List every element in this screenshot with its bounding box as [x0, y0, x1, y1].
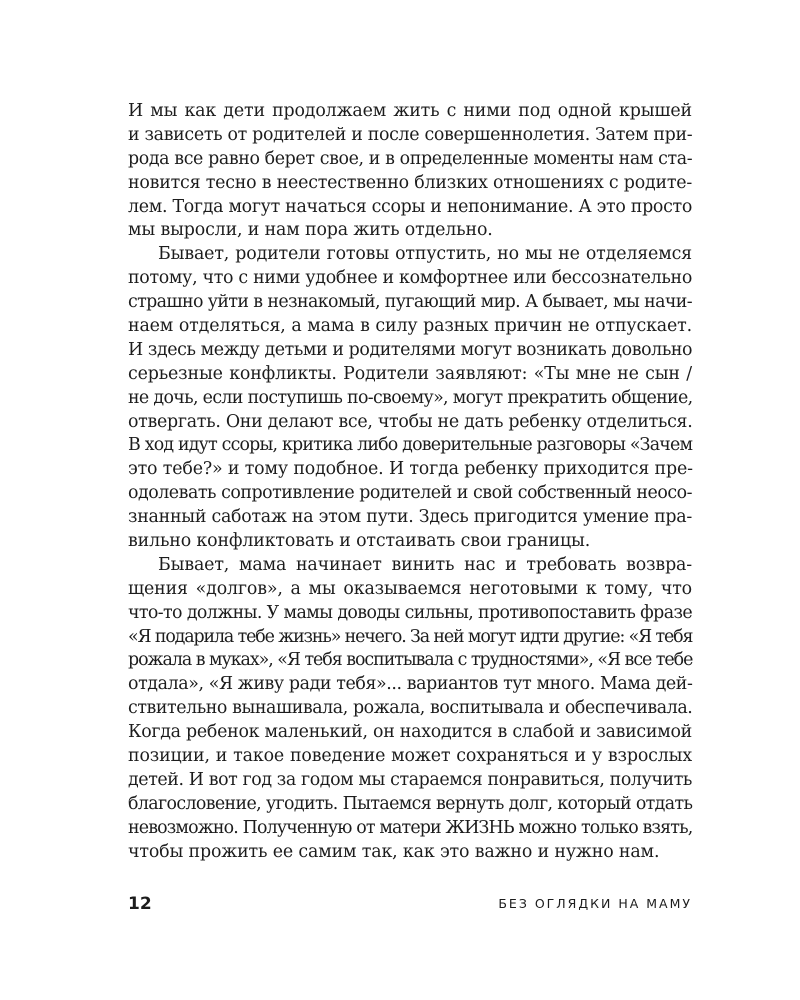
text-line: ствительно вынашивала, рожала, воспитывала и обеспечивала. — [128, 698, 693, 719]
text-line: невозможно. Полученную от матери ЖИЗНЬ можно только взять, — [128, 817, 693, 838]
text-line: страшно уйти в незнакомый, пугающий мир. А бывает, мы начи- — [128, 292, 692, 313]
text-line: серьезные конфликты. Родители заявляют: «Ты мне не сын / — [128, 363, 692, 384]
text-line: наем отделяться, а мама в силу разных причин не отпускает. — [128, 316, 692, 337]
text-line: И мы как дети продолжаем жить с ними под одной крышей — [128, 101, 692, 121]
text-line: и зависеть от родителей и после совершеннолетия. Затем при- — [128, 124, 693, 145]
text-line: щения «долгов», а мы оказываемся неготовыми к тому, что — [128, 578, 692, 599]
text-line: рода все равно берет свое, и в определенные моменты нам ста- — [128, 148, 693, 169]
text-line: не дочь, если поступишь по-своему», могут прекратить общение, — [128, 387, 693, 408]
text-line: потому, что с ними удобнее и комфортнее или бессознательно — [128, 268, 692, 289]
text-line: позиции, и такое поведение может сохраняться и у взрослых — [128, 746, 692, 767]
text-line: отдала», «Я живу ради тебя»... вариантов тут много. Мама дей- — [128, 674, 693, 695]
text-line: мы выросли, и нам пора жить отдельно. — [128, 220, 493, 241]
text-line: Бывает, родители готовы отпустить, но мы не отделяемся — [158, 244, 692, 265]
body-text — [128, 100, 692, 865]
text-line: отвергать. Они делают все, чтобы не дать ребенку отделиться. — [128, 411, 693, 432]
text-line: детей. И вот год за годом мы стараемся понравиться, получить — [128, 769, 692, 790]
text-line: одолевать сопротивление родителей и свой собственный неосо- — [128, 483, 692, 504]
text-line: рожала в муках», «Я тебя воспитывала с трудностями», «Я все тебе — [128, 650, 693, 671]
paragraph — [128, 554, 692, 865]
text-line: что-то должны. У мамы доводы сильны, противопоставить фразе — [128, 602, 693, 623]
text-line: И здесь между детьми и родителями могут возникать довольно — [128, 339, 693, 360]
text-line: благословение, угодить. Пытаемся вернуть долг, который отдать — [128, 793, 693, 814]
paragraph — [128, 100, 692, 243]
text-line: лем. Тогда могут начаться ссоры и непонимание. А это просто — [128, 196, 692, 217]
page-footer — [128, 892, 692, 916]
paragraph — [128, 243, 692, 554]
running-title: БЕЗ ОГЛЯДКИ НА МАМУ — [498, 896, 692, 911]
page-number: 12 — [128, 894, 152, 914]
text-line: новится тесно в неестественно близких отношениях с родите- — [128, 172, 693, 193]
text-line: знанный саботаж на этом пути. Здесь пригодится умение пра- — [128, 507, 692, 528]
text-line: чтобы прожить ее самим так, как это важно и нужно нам. — [128, 841, 660, 862]
text-line: вильно конфликтовать и отстаивать свои границы. — [128, 531, 591, 552]
text-line: «Я подарила тебе жизнь» нечего. За ней могут идти другие: «Я тебя — [128, 626, 693, 647]
text-line: В ход идут ссоры, критика либо доверительные разговоры «Зачем — [128, 435, 693, 456]
text-line: Бывает, мама начинает винить нас и требовать возвра- — [158, 554, 692, 575]
text-line: это тебе?» и тому подобное. И тогда ребенку приходится пре- — [128, 459, 693, 480]
text-line: Когда ребенок маленький, он находится в слабой и зависимой — [128, 722, 692, 743]
